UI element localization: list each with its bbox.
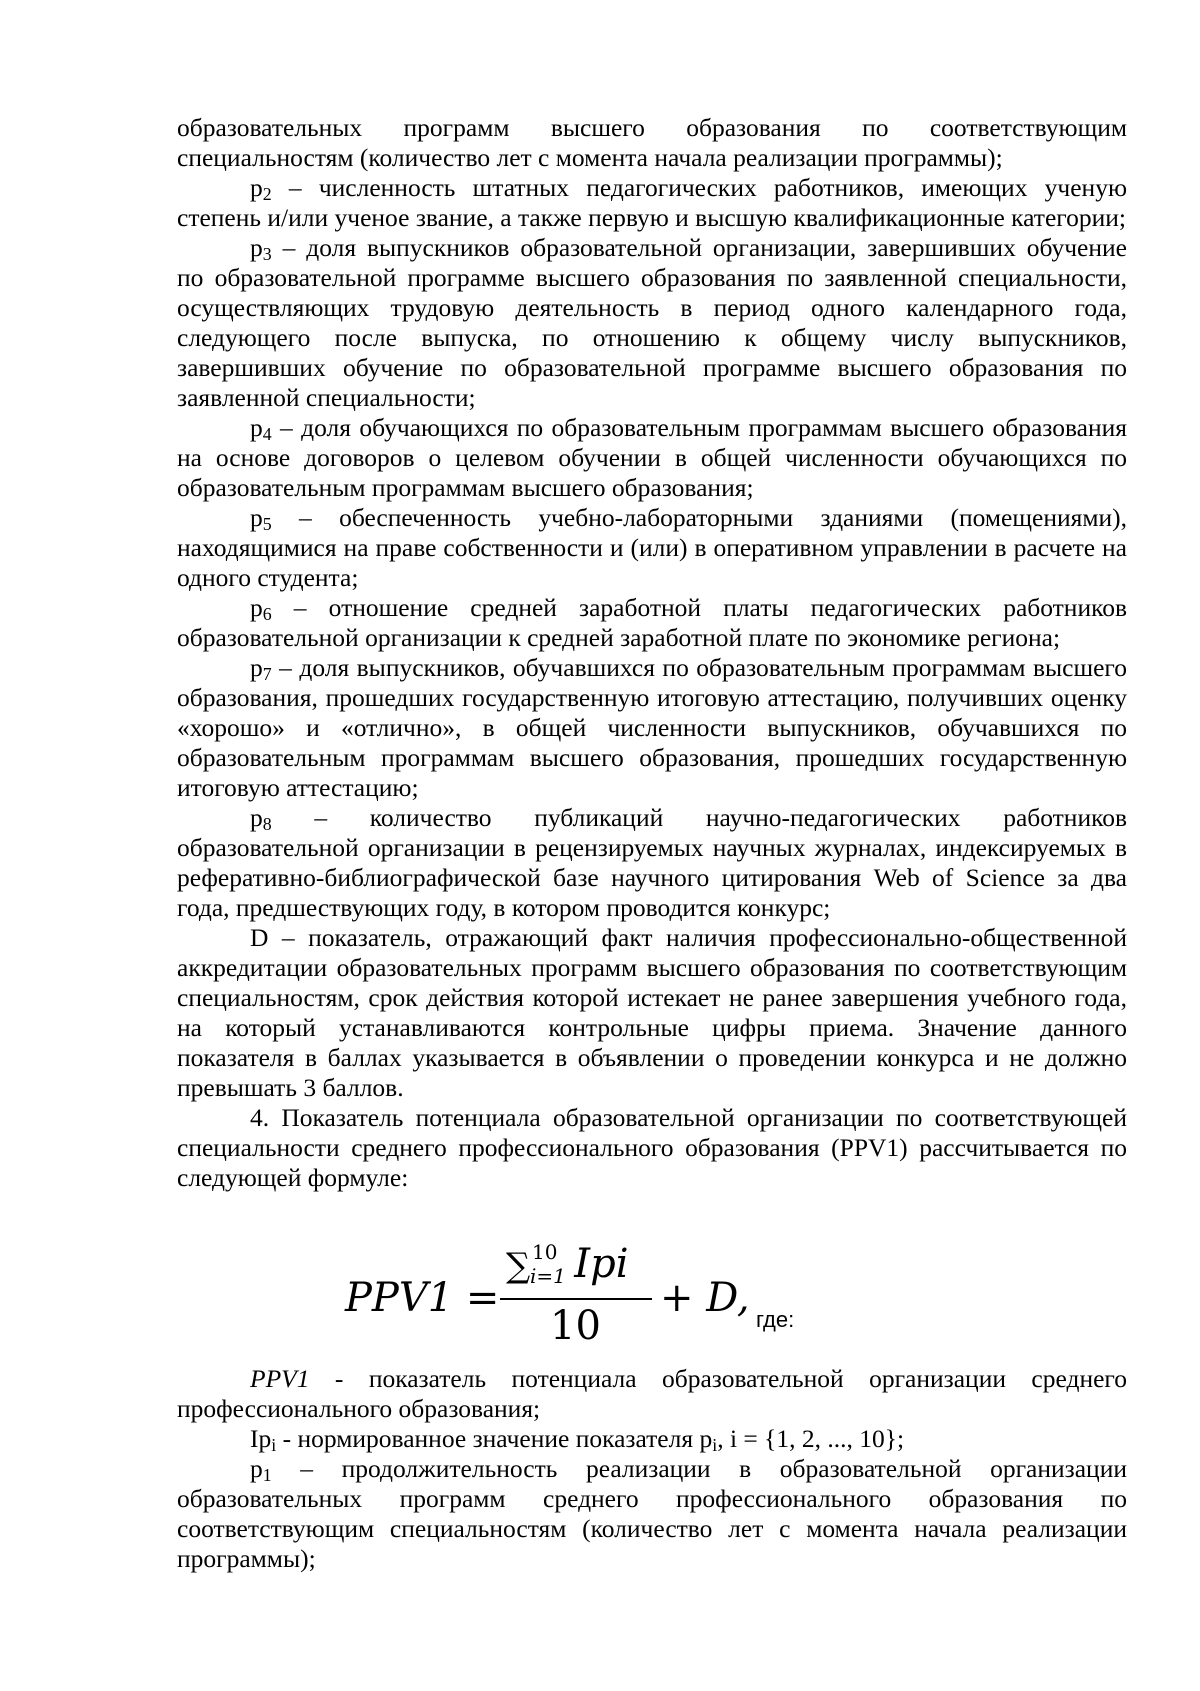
ip-text-b: , i = {1, 2, ..., 10}; xyxy=(717,1424,905,1453)
fraction-bar xyxy=(500,1298,652,1300)
formula-denominator: 10 xyxy=(550,1303,601,1349)
paragraph-continuation: образовательных программ высшего образования по соответствующим специальностям (количество лет с момента начала реализации программы); xyxy=(177,113,1127,172)
body-text-bottom xyxy=(177,1364,1127,1574)
paragraph-section-4: 4. Показатель потенциала образовательной организации по соответствующей специальности среднего профессионального образования (PPV1) рассчитывается по следующей формуле: xyxy=(177,1103,1127,1192)
formula-rhs: + D, xyxy=(660,1275,750,1321)
ppv1-formula xyxy=(345,1240,865,1355)
p5-subscript: 5 xyxy=(262,513,272,534)
p2-symbol: p xyxy=(250,173,263,202)
paragraph-d: D – показатель, отражающий факт наличия профессионально-общественной аккредитации образовательных программ высшего образования по соответствующим специальностям, срок действия которой истекает не ранее завершения учебного года, на который устанавливаются контрольные цифры приема. Значение данного показателя в баллах указывается в объявлении о проведении конкурса и не должно превышать 3 баллов. xyxy=(177,923,1127,1102)
paragraph-ip-definition xyxy=(177,1424,1127,1454)
p2-text: – численность штатных педагогических работников, имеющих ученую степень и/или ученое звание, а также первую и высшую квалификационные категории; xyxy=(177,173,1127,232)
ip-subscript: i xyxy=(271,1434,277,1455)
p5-text: – обеспеченность учебно-лабораторными зданиями (помещениями), находящимися на праве собственности и (или) в оперативном управлении в расчете на одного студента; xyxy=(177,503,1127,592)
p6-subscript: 6 xyxy=(262,603,272,624)
p6-symbol: p xyxy=(250,593,263,622)
p7-symbol: p xyxy=(250,653,263,682)
sum-upper-limit: 10 xyxy=(532,1240,558,1264)
paragraph-p4 xyxy=(177,413,1127,503)
ip-symbol: Ip xyxy=(250,1424,272,1453)
p3-symbol: p xyxy=(250,233,263,262)
ppv1-text: - показатель потенциала образовательной организации среднего профессионального образования; xyxy=(177,1364,1127,1423)
p4-text: – доля обучающихся по образовательным программам высшего образования на основе договоров о целевом обучении в общей численности обучающихся по образовательным программам высшего образования; xyxy=(177,413,1127,502)
p1-symbol: p xyxy=(250,1454,263,1483)
p8-symbol: p xyxy=(250,803,263,832)
p1-subscript: 1 xyxy=(262,1464,272,1485)
paragraph-p6 xyxy=(177,593,1127,653)
paragraph-p8 xyxy=(177,803,1127,923)
paragraph-ppv1-definition xyxy=(177,1364,1127,1424)
sum-sign: ∑ xyxy=(506,1246,531,1286)
paragraph-p7 xyxy=(177,653,1127,803)
p3-subscript: 3 xyxy=(262,243,272,264)
paragraph-p5 xyxy=(177,503,1127,593)
p7-subscript: 7 xyxy=(262,663,272,684)
p3-text: – доля выпускников образовательной организации, завершивших обучение по образовательной программе высшего образования по заявленной специальности, осуществляющих трудовую деятельность в период одного календарного года, следующего после выпуска, по отношению к общему числу выпускников, завершивших обучение по образовательной программе высшего образования по заявленной специальности; xyxy=(177,233,1127,412)
p2-subscript: 2 xyxy=(262,183,272,204)
ppv1-term: PPV1 xyxy=(250,1364,310,1393)
p8-subscript: 8 xyxy=(262,813,272,834)
p5-symbol: p xyxy=(250,503,263,532)
p4-symbol: p xyxy=(250,413,263,442)
body-text-top xyxy=(177,113,1127,1193)
p7-text: – доля выпускников, обучавшихся по образовательным программам высшего образования, прошедших государственную итоговую аттестацию, получивших оценку «хорошо» и «отлично», в общей численности выпускников, обучавшихся по образовательным программам высшего образования, прошедших государственную итоговую аттестацию; xyxy=(177,653,1127,802)
formula-where: где: xyxy=(756,1307,795,1332)
formula-lhs: PPV1 = xyxy=(345,1275,500,1321)
ip-text-a: - нормированное значение показателя p xyxy=(276,1424,713,1453)
p8-text: – количество публикаций научно-педагогических работников образовательной организации в рецензируемых научных журналах, индексируемых в реферативно-библиографической базе научного цитирования Web of Science за два года, предшествующих году, в котором проводится конкурс; xyxy=(177,803,1127,922)
paragraph-p3 xyxy=(177,233,1127,413)
p1-text: – продолжительность реализации в образовательной организации образовательных программ среднего профессионального образования по соответствующим специальностям (количество лет с момента начала реализации программы); xyxy=(177,1454,1127,1573)
sum-lower-limit: i=1 xyxy=(530,1264,566,1288)
pi-subscript: i xyxy=(712,1434,718,1455)
numerator-term: Ipi xyxy=(574,1241,629,1287)
p4-subscript: 4 xyxy=(262,423,272,444)
paragraph-p2 xyxy=(177,173,1127,233)
paragraph-p1 xyxy=(177,1454,1127,1574)
formula-numerator xyxy=(506,1242,628,1288)
p6-text: – отношение средней заработной платы педагогических работников образовательной организации к средней заработной плате по экономике региона; xyxy=(177,593,1127,652)
